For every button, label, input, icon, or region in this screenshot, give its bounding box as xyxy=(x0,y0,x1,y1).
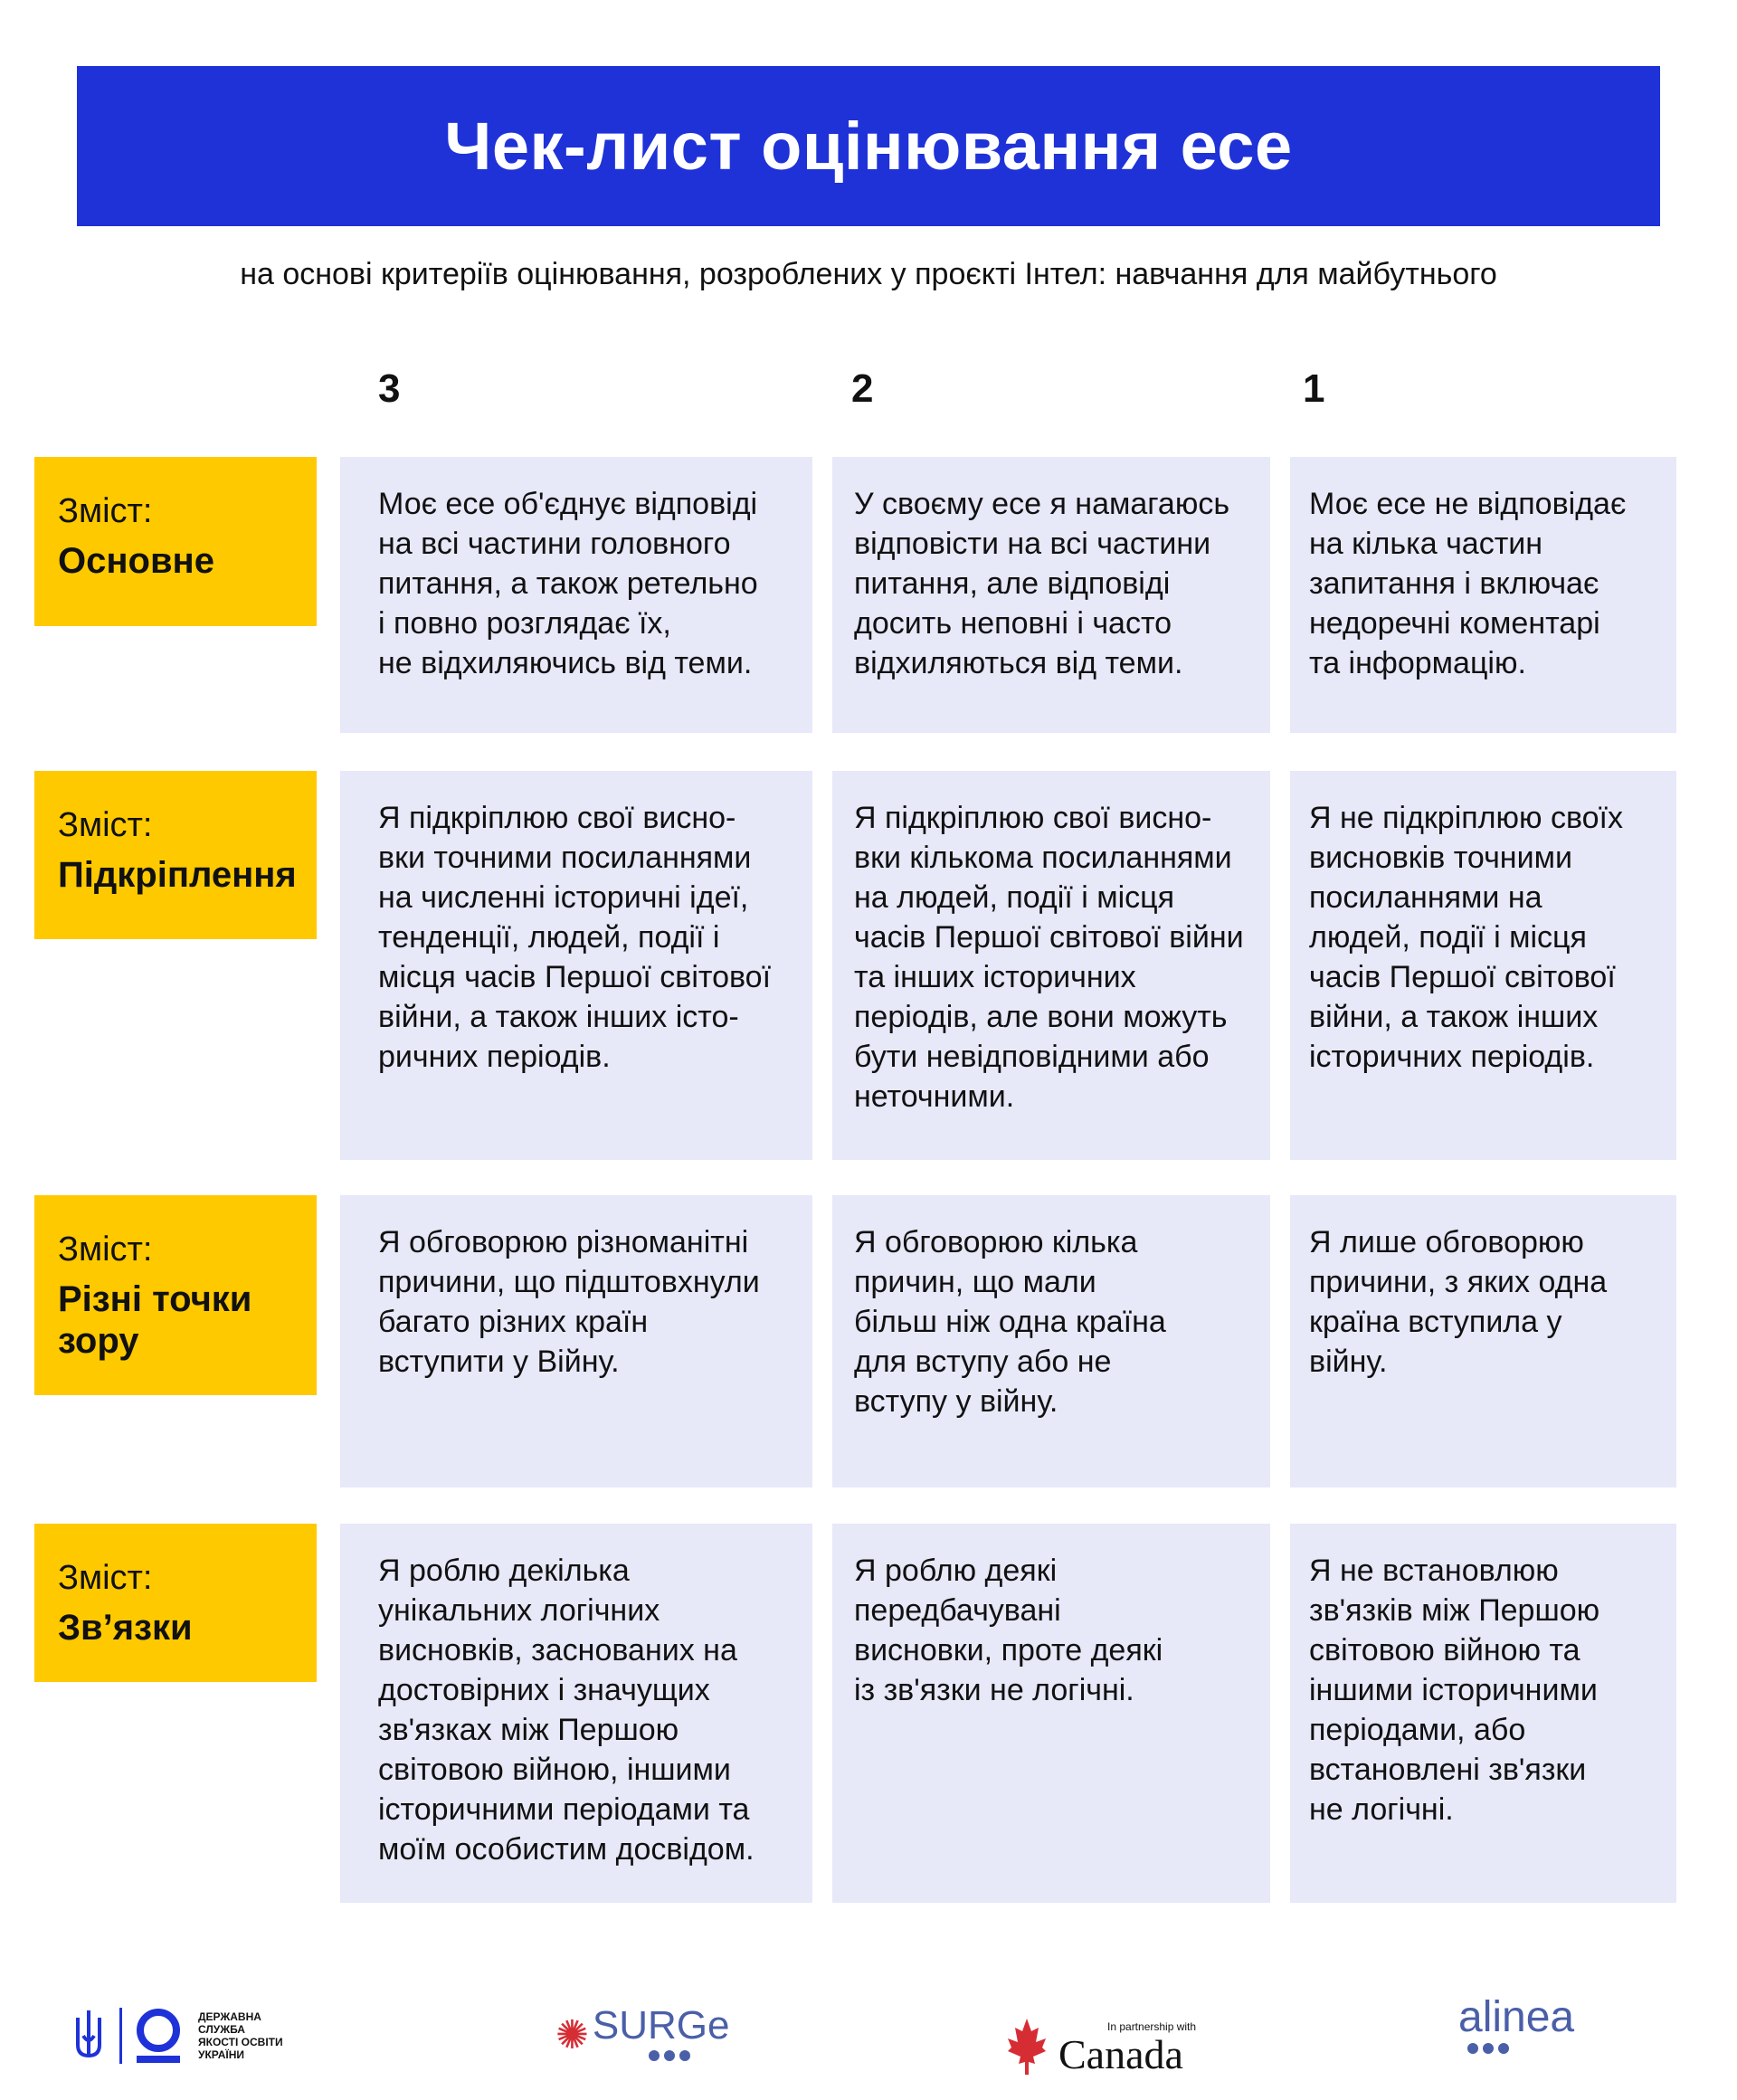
maple-leaf-icon xyxy=(1006,2017,1048,2076)
criterion-label-main xyxy=(34,457,317,626)
rubric-cell xyxy=(832,457,1270,733)
criterion-label-perspectives xyxy=(34,1195,317,1395)
criterion-name: Основне xyxy=(58,541,214,581)
criterion-kind: Зміст: xyxy=(58,806,153,844)
rubric-cell xyxy=(832,1195,1270,1487)
rubric-cell xyxy=(340,457,812,733)
rubric-cell xyxy=(340,1524,812,1903)
logo-divider xyxy=(119,2008,122,2064)
rubric-text: У своєму есе я намагаюсь відповісти на всі частини питання, але відповіді досить неповні і часто відхиляються від теми. xyxy=(854,487,1230,680)
criterion-kind: Зміст: xyxy=(58,1559,153,1597)
criterion-kind: Зміст: xyxy=(58,492,153,530)
trident-icon xyxy=(71,2009,107,2063)
maple-leaf-icon: ✺ xyxy=(555,2013,589,2057)
page-subtitle: на основі критеріїв оцінювання, розроблених у проєкті Інтел: навчання для майбутнього xyxy=(240,257,1497,291)
score-header-1: 1 xyxy=(1303,366,1325,411)
score-header-3: 3 xyxy=(378,366,401,411)
rubric-text: Я лише обговорюю причини, з яких одна країна вступила у війну. xyxy=(1309,1225,1608,1379)
canada-logo xyxy=(1006,1986,1196,2076)
title-banner xyxy=(77,66,1660,226)
rubric-cell xyxy=(1290,1524,1676,1903)
rubric-text: Я не підкріплюю своїх висновків точними посиланнями на людей, події і місця часів Першої світової війни, а також інших історичних періодів. xyxy=(1309,801,1624,1074)
rubric-text: Я роблю декілька унікальних логічних висновків, заснованих на достовірних і значущих зв'язках між Першою світовою війною, іншими історичними періодами та моїм особистим досвідом. xyxy=(378,1554,755,1867)
rubric-text: Я обговорюю кілька причин, що мали більш ніж одна країна для вступу або не вступу у війну. xyxy=(854,1225,1166,1419)
criterion-label-connections xyxy=(34,1524,317,1682)
alinea-text: alinea xyxy=(1458,1993,1575,2041)
rubric-cell xyxy=(832,771,1270,1160)
rubric-text: Я не встановлюю зв'язків між Першою світовою війною та іншими історичними періодами, або встановлені зв'язки не логічні. xyxy=(1309,1554,1600,1827)
dsyo-text: ДЕРЖАВНА СЛУЖБА ЯКОСТІ ОСВІТИ УКРАЇНИ xyxy=(198,2010,283,2061)
rubric-cell xyxy=(832,1524,1270,1903)
surge-dots xyxy=(649,2049,730,2066)
rubric-cell xyxy=(340,771,812,1160)
surge-logo xyxy=(555,2000,729,2072)
rubric-cell xyxy=(1290,771,1676,1160)
criterion-name: Підкріплення xyxy=(58,855,297,895)
criterion-kind: Зміст: xyxy=(58,1231,153,1269)
criterion-name: Зв’язки xyxy=(58,1608,193,1648)
rubric-text: Я обговорюю різноманітні причини, що підштовхнули багато різних країн вступити у Війну. xyxy=(378,1225,760,1379)
dsyo-mark-icon xyxy=(135,2007,182,2065)
rubric-cell xyxy=(340,1195,812,1487)
rubric-text: Я роблю деякі передбачувані висновки, проте деякі із зв'язки не логічні. xyxy=(854,1554,1163,1707)
rubric-text: Моє есе не відповідає на кілька частин запитання і включає недоречні коментарі та інформацію. xyxy=(1309,487,1627,680)
page-title: Чек-лист оцінювання есе xyxy=(444,109,1293,184)
criterion-name: Різні точки зору xyxy=(58,1279,252,1361)
rubric-text: Моє есе об'єднує відповіді на всі частини головного питання, а також ретельно і повно розглядає їх, не відхиляючись від теми. xyxy=(378,487,758,680)
rubric-cell xyxy=(1290,1195,1676,1487)
alinea-dots xyxy=(1467,2042,1574,2058)
criterion-label-support xyxy=(34,771,317,939)
score-header-2: 2 xyxy=(851,366,874,411)
rubric-cell xyxy=(1290,457,1676,733)
surge-text: SURGe xyxy=(592,2003,730,2048)
canada-wordmark: Canada xyxy=(1058,2031,1183,2077)
alinea-logo xyxy=(1458,1995,1574,2067)
rubric-text: Я підкріплюю свої висно- вки кількома посиланнями на людей, події і місця часів Першої світової війни та інших історичних періодів, але вони можуть бути невідповідними або неточними. xyxy=(854,801,1244,1114)
dsyo-logo xyxy=(71,2000,283,2072)
partnership-text: In partnership with xyxy=(1107,2020,1197,2033)
rubric-text: Я підкріплюю свої висно- вки точними посиланнями на численні історичні ідеї, тенденції, людей, події і місця часів Першої світової війни, а також інших істо- ричних періодів. xyxy=(378,801,772,1074)
